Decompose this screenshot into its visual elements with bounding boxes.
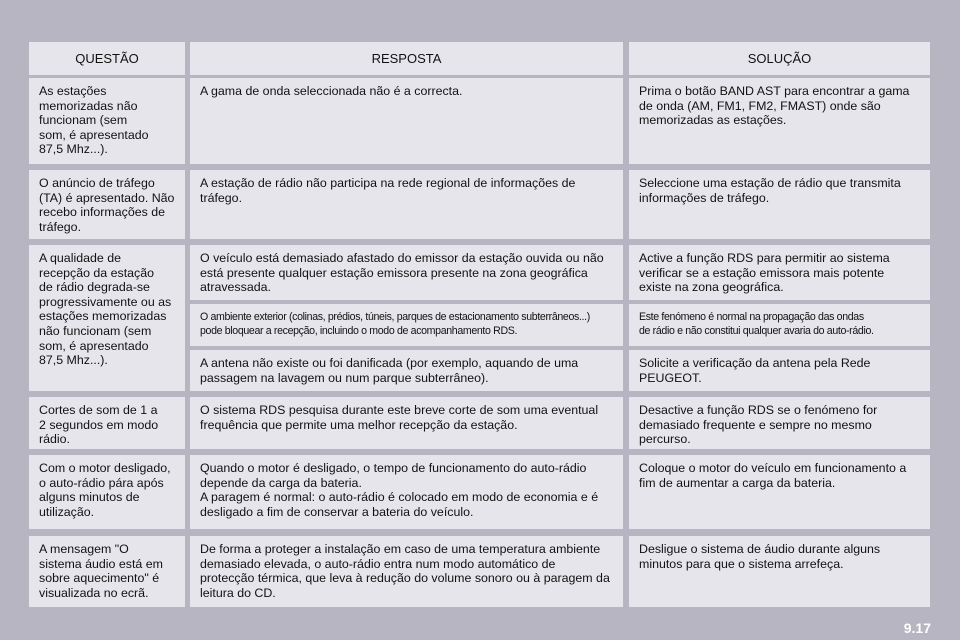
solution-cell: Prima o botão BAND AST para encontrar a gama de onda (AM, FM1, FM2, FMAST) onde são memorizadas as estações. bbox=[629, 78, 930, 164]
solution-cell: Solicite a verificação da antena pela Rede PEUGEOT. bbox=[629, 350, 930, 391]
answer-cell: De forma a proteger a instalação em caso de uma temperatura ambiente demasiado elevada, o auto-rádio entra num modo automático de protecção térmica, que leva à redução do volume sonoro ou à paragem da leitura do CD. bbox=[190, 536, 623, 607]
table-row bbox=[29, 245, 930, 391]
question-cell: Com o motor desligado, o auto-rádio pára após alguns minutos de utilização. bbox=[29, 455, 185, 529]
answer-solution-pair bbox=[190, 350, 930, 391]
table-row bbox=[29, 78, 930, 164]
table-row bbox=[29, 170, 930, 239]
answer-cell: A gama de onda seleccionada não é a correcta. bbox=[190, 78, 623, 164]
solution-cell: Seleccione uma estação de rádio que transmita informações de tráfego. bbox=[629, 170, 930, 239]
question-cell: Cortes de som de 1 a 2 segundos em modo rádio. bbox=[29, 397, 185, 449]
question-cell: O anúncio de tráfego (TA) é apresentado. Não recebo informações de tráfego. bbox=[29, 170, 185, 239]
solution-cell: Desligue o sistema de áudio durante alguns minutos para que o sistema arrefeça. bbox=[629, 536, 930, 607]
table-row bbox=[29, 397, 930, 449]
question-cell: A mensagem "O sistema áudio está em sobre aquecimento" é visualizada no ecrã. bbox=[29, 536, 185, 607]
answer-solution-pair bbox=[190, 245, 930, 300]
answer-cell: O veículo está demasiado afastado do emissor da estação ouvida ou não está presente qualquer estação emissora presente na zona geográfica atravessada. bbox=[190, 245, 623, 300]
answer-solution-pair bbox=[190, 455, 930, 529]
question-cell: A qualidade de recepção da estação de rádio degrada-se progressivamente ou as estações memorizadas não funcionam (sem som, é apresentado 87,5 Mhz...). bbox=[29, 245, 185, 391]
answer-solution-pair bbox=[190, 536, 930, 607]
question-cell: As estações memorizadas não funcionam (sem som, é apresentado 87,5 Mhz...). bbox=[29, 78, 185, 164]
solution-cell: Este fenómeno é normal na propagação das ondas de rádio e não constitui qualquer avaria do auto-rádio. bbox=[629, 304, 930, 346]
faq-table bbox=[29, 42, 930, 600]
answer-solution-pair bbox=[190, 304, 930, 346]
solution-cell: Desactive a função RDS se o fenómeno for demasiado frequente e sempre no mesmo percurso. bbox=[629, 397, 930, 449]
answer-cell: O sistema RDS pesquisa durante este breve corte de som uma eventual frequência que permite uma melhor recepção da estação. bbox=[190, 397, 623, 449]
answer-solution-pair bbox=[190, 170, 930, 239]
table-row bbox=[29, 455, 930, 529]
answer-cell: A estação de rádio não participa na rede regional de informações de tráfego. bbox=[190, 170, 623, 239]
page-number: 9.17 bbox=[903, 620, 931, 636]
answer-cell: A antena não existe ou foi danificada (por exemplo, aquando de uma passagem na lavagem ou num parque subterrâneo). bbox=[190, 350, 623, 391]
table-row bbox=[29, 536, 930, 607]
header-solution: SOLUÇÃO bbox=[629, 42, 930, 75]
header-question: QUESTÃO bbox=[29, 42, 185, 75]
solution-cell: Coloque o motor do veículo em funcionamento a fim de aumentar a carga da bateria. bbox=[629, 455, 930, 529]
table-header bbox=[29, 42, 930, 75]
answer-cell: Quando o motor é desligado, o tempo de funcionamento do auto-rádio depende da carga da bateria. A paragem é normal: o auto-rádio é colocado em modo de economia e é desligado a fim de conservar a bateria do veículo. bbox=[190, 455, 623, 529]
answer-solution-pair bbox=[190, 397, 930, 449]
header-answer: RESPOSTA bbox=[190, 42, 623, 75]
answer-cell: O ambiente exterior (colinas, prédios, túneis, parques de estacionamento subterrâneos...) pode bloquear a recepção, incluindo o modo de acompanhamento RDS. bbox=[190, 304, 623, 346]
solution-cell: Active a função RDS para permitir ao sistema verificar se a estação emissora mais potente existe na zona geográfica. bbox=[629, 245, 930, 300]
answer-solution-pair bbox=[190, 78, 930, 164]
